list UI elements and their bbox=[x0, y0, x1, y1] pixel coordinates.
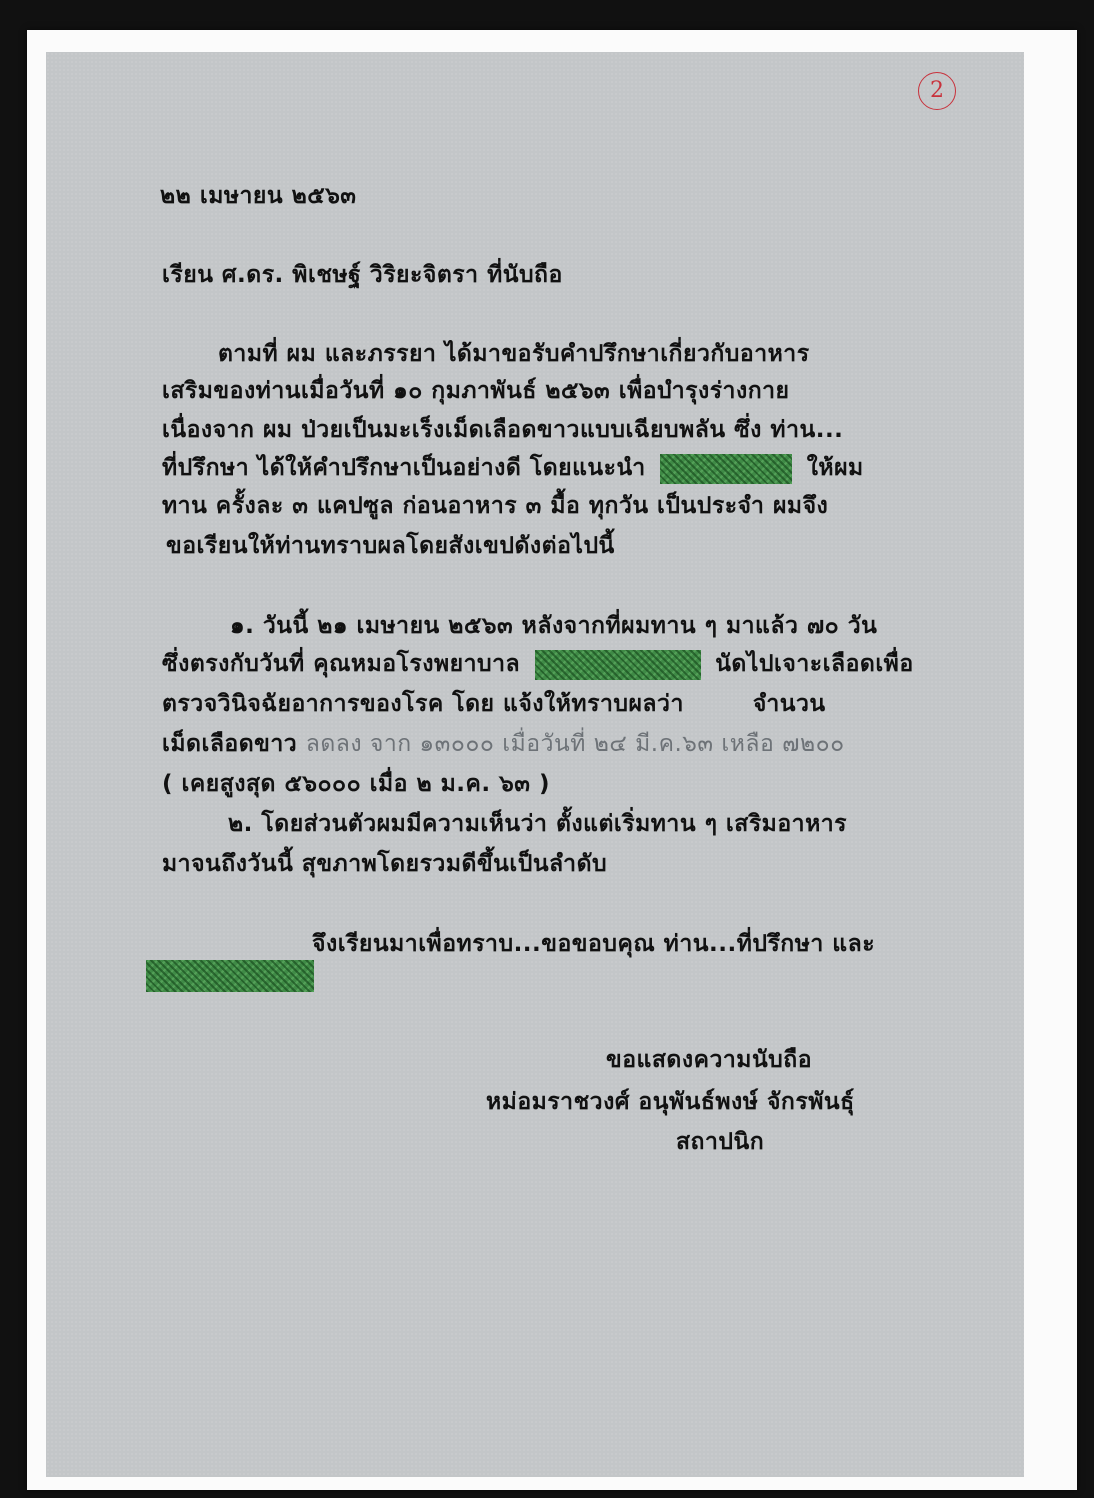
item1-line2 bbox=[162, 646, 914, 682]
item1-line3-text: ตรวจวินิจฉัยอาการของโรค โดย แจ้งให้ทราบผลว่า bbox=[162, 691, 684, 717]
signature-name: หม่อมราชวงศ์ อนุพันธ์พงษ์ จักรพันธุ์ bbox=[486, 1089, 855, 1115]
paragraph1-line6: ขอเรียนให้ท่านทราบผลโดยสังเขปดังต่อไปนี้ bbox=[166, 533, 615, 559]
paragraph1-line2: เสริมของท่านเมื่อวันที่ ๑๐ กุมภาพันธ์ ๒๕๖๓ เพื่อบำรุงร่างกาย bbox=[162, 378, 790, 404]
redacted-product-name bbox=[660, 454, 792, 484]
item1-line2-text: ซึ่งตรงกับวันที่ คุณหมอโรงพยาบาล bbox=[162, 651, 521, 677]
signature-regards: ขอแสดงความนับถือ bbox=[606, 1047, 813, 1073]
item1-line3-end: จำนวน bbox=[752, 691, 826, 717]
item1-line2-end: นัดไปเจาะเลือดเพื่อ bbox=[715, 651, 914, 677]
signature-role: สถาปนิก bbox=[676, 1129, 765, 1155]
paragraph1-line4 bbox=[162, 450, 864, 486]
paragraph1-line3: เนื่องจาก ผม ป่วยเป็นมะเร็งเม็ดเลือดขาวแบบเฉียบพลัน ซึ่ง ท่าน... bbox=[162, 417, 844, 443]
item1-line4-text: เม็ดเลือดขาว bbox=[162, 731, 298, 757]
item2-line2: มาจนถึงวันนี้ สุขภาพโดยรวมดีขึ้นเป็นลำดับ bbox=[162, 851, 608, 877]
item1-line1: ๑. วันนี้ ๒๑ เมษายน ๒๕๖๓ หลังจากที่ผมทาน ๆ มาแล้ว ๗๐ วัน bbox=[230, 613, 878, 639]
redacted-company-name bbox=[146, 960, 314, 992]
letter-date: ๒๒ เมษายน ๒๕๖๓ bbox=[160, 183, 357, 209]
paragraph1-line5: ทาน ครั้งละ ๓ แคปซูล ก่อนอาหาร ๓ มื้อ ทุกวัน เป็นประจำ ผมจึง bbox=[162, 493, 829, 519]
item2-line1: ๒. โดยส่วนตัวผมมีความเห็นว่า ตั้งแต่เริ่มทาน ๆ เสริมอาหาร bbox=[228, 811, 848, 837]
page-number: 2 bbox=[918, 72, 956, 110]
item1-line5: ( เคยสูงสุด ๕๖๐๐๐ เมื่อ ๒ ม.ค. ๖๓ ) bbox=[162, 771, 551, 797]
paragraph1-line1: ตามที่ ผม และภรรยา ได้มาขอรับคำปรึกษาเกี่ยวกับอาหาร bbox=[218, 341, 810, 367]
paragraph1-line4-text: ที่ปรึกษา ได้ให้คำปรึกษาเป็นอย่างดี โดยแนะนำ bbox=[162, 455, 646, 481]
item1-line3 bbox=[162, 686, 826, 722]
closing-line: จึงเรียนมาเพื่อทราบ...ขอขอบคุณ ท่าน...ที่ปรึกษา และ bbox=[312, 931, 876, 957]
item1-line4-result: ลดลง จาก ๑๓๐๐๐ เมื่อวันที่ ๒๔ มี.ค.๖๓ เหลือ ๗๒๐๐ bbox=[305, 731, 845, 757]
paragraph1-line4-end: ให้ผม bbox=[806, 455, 864, 481]
salutation: เรียน ศ.ดร. พิเชษฐ์ วิริยะจิตรา ที่นับถือ bbox=[162, 262, 563, 288]
item1-line4 bbox=[162, 726, 845, 762]
redacted-hospital-name bbox=[535, 650, 701, 680]
